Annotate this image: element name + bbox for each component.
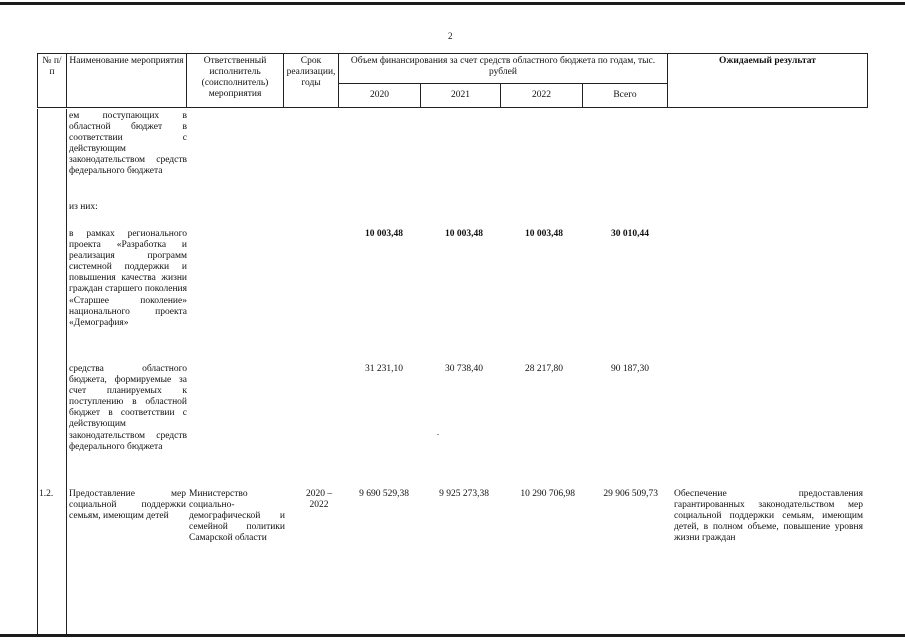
header-col-result: Ожидаемый результат: [668, 54, 868, 108]
page-number: 2: [448, 31, 453, 41]
row-regional-funds-name: средства областного бюджета, формируемые за счет планируемых к поступлению в областной бюджет в соответствии с действующим законодательством средств федерального бюджета: [69, 364, 187, 452]
row-cont-name: ем поступающих в областной бюджет в соответствии с действующим законодательством средств федерального бюджета: [69, 111, 187, 177]
header-year-2021: 2021: [421, 84, 501, 108]
row-regional-funds-total: 90 187,30: [611, 364, 649, 374]
row-regional-funds-2022: 28 217,80: [525, 364, 563, 374]
table-header: [37, 53, 868, 108]
header-col-term: Срок реализации, годы: [284, 54, 339, 108]
column-divider: [66, 109, 67, 635]
row-regional-2021: 10 003,48: [445, 229, 483, 239]
row-1-2-number: 1.2.: [39, 489, 54, 499]
row-1-2-responsible: Министерство социально-демографической и семейной политики Самарской области: [189, 489, 285, 544]
row-1-2-2020: 9 690 529,38: [359, 489, 409, 499]
header-col-financing: Объем финансирования за счет средств областного бюджета по годам, тыс. рублей: [339, 54, 668, 84]
row-1-2-2022: 10 290 706,98: [520, 489, 575, 499]
scan-speck: [437, 434, 439, 435]
row-regional-2022: 10 003,48: [525, 229, 563, 239]
top-border-rule: [0, 2, 905, 5]
bottom-border-rule: [0, 634, 905, 637]
row-1-2-result: Обеспечение предоставления гарантированных законодательством мер социальной поддержки семьям, имеющим детей, в полном объеме, повышение уровня жизни граждан: [674, 489, 863, 544]
header-year-2020: 2020: [339, 84, 421, 108]
header-year-total: Всего: [583, 84, 668, 108]
row-iz-nih-label: из них:: [69, 202, 98, 212]
table-left-border: [37, 109, 38, 635]
header-col-number: № п/п: [38, 54, 67, 108]
row-regional-funds-2020: 31 231,10: [365, 364, 403, 374]
row-1-2-total: 29 906 509,73: [603, 489, 658, 499]
row-1-2-2021: 9 925 273,38: [439, 489, 489, 499]
row-regional-total: 30 010,44: [611, 229, 649, 239]
row-regional-name: в рамках регионального проекта «Разработка и реализация программ системной поддержки и повышения качества жизни граждан старшего поколения «Старшее поколение» национального проекта «Демография»: [69, 229, 187, 328]
row-regional-2020: 10 003,48: [365, 229, 403, 239]
row-regional-funds-2021: 30 738,40: [445, 364, 483, 374]
header-col-name: Наименование мероприятия: [67, 54, 187, 108]
row-1-2-term: 2020 – 2022: [305, 489, 333, 511]
header-year-2022: 2022: [501, 84, 583, 108]
row-1-2-name: Предоставление мер социальной поддержки семьям, имеющим детей: [69, 489, 186, 522]
header-col-responsible: Ответственный исполнитель (соисполнитель) мероприятия: [187, 54, 284, 108]
